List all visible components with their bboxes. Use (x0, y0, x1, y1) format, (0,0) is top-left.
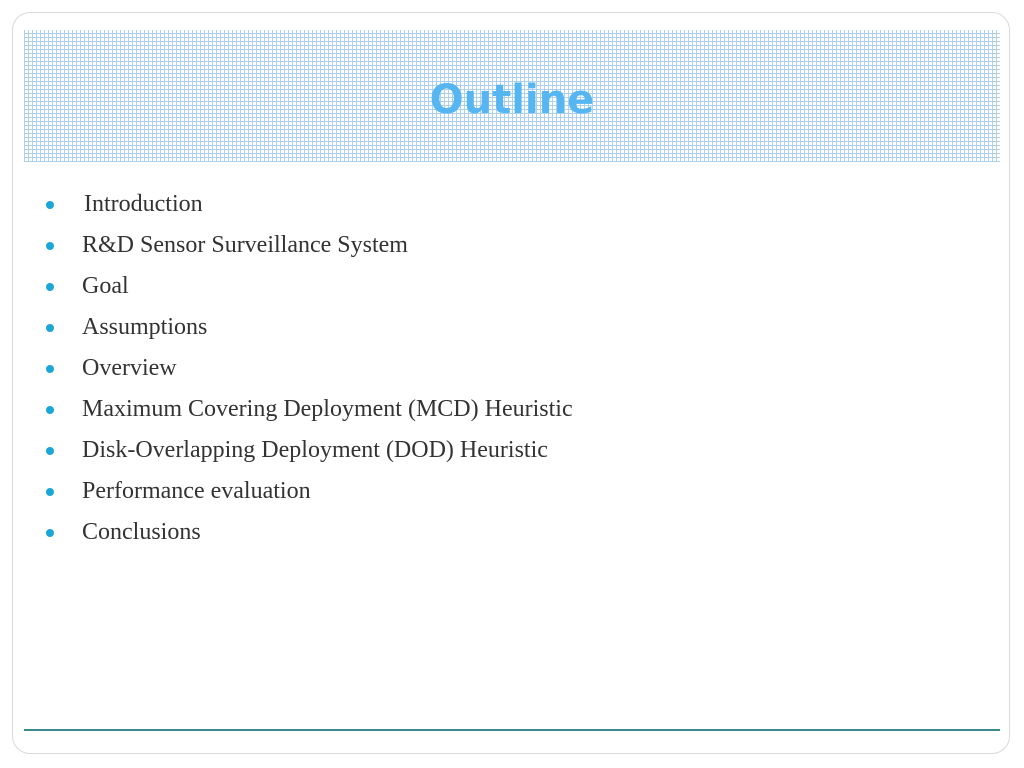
list-item (44, 512, 573, 553)
list-item (44, 348, 573, 389)
bullet-icon (46, 406, 54, 414)
list-item-text: Conclusions (82, 519, 201, 545)
bullet-icon (46, 529, 54, 537)
bullet-icon (46, 324, 54, 332)
bullet-icon (46, 447, 54, 455)
list-item (44, 184, 573, 225)
list-item-text: Introduction (84, 191, 203, 217)
list-item (44, 266, 573, 307)
bullet-icon (46, 365, 54, 373)
list-item-text: Assumptions (82, 314, 208, 340)
list-item-text: Performance evaluation (82, 478, 311, 504)
list-item-text: Overview (82, 355, 177, 381)
bullet-icon (46, 242, 54, 250)
bullet-icon (46, 201, 54, 209)
outline-list (44, 184, 573, 553)
list-item (44, 430, 573, 471)
bullet-icon (46, 488, 54, 496)
list-item (44, 471, 573, 512)
slide-title: Outline (429, 77, 595, 123)
list-item (44, 225, 573, 266)
list-item-text: Goal (82, 273, 129, 299)
footer-divider (24, 729, 1000, 731)
list-item-text: R&D Sensor Surveillance System (82, 232, 408, 258)
list-item-text: Disk-Overlapping Deployment (DOD) Heuristic (82, 437, 548, 463)
list-item-text: Maximum Covering Deployment (MCD) Heuristic (82, 396, 573, 422)
list-item (44, 389, 573, 430)
bullet-icon (46, 283, 54, 291)
list-item (44, 307, 573, 348)
